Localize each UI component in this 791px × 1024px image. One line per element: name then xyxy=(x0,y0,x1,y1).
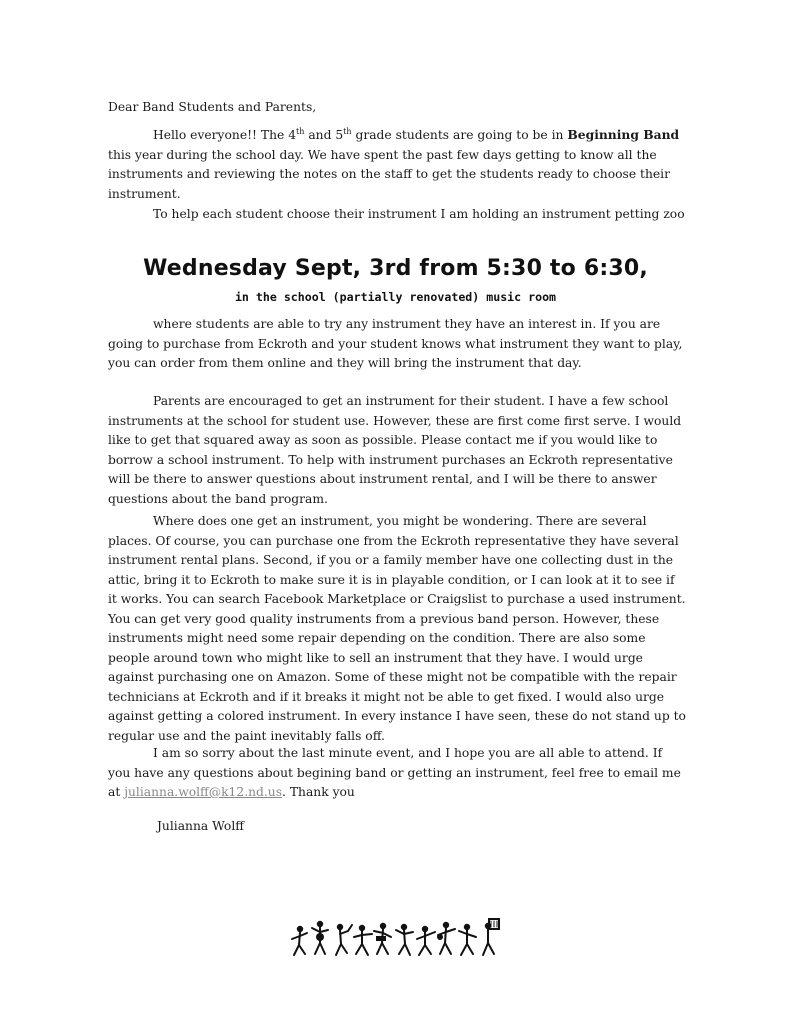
paragraph-intro xyxy=(108,125,686,204)
paragraph-closing xyxy=(108,744,686,803)
intro-sup-1: th xyxy=(296,126,305,136)
closing-text-b: . Thank you xyxy=(282,785,355,799)
paragraph-try-instruments: where students are able to try any instrument they have an interest in. If you are going to purchase from Eckroth and your student knows what instrument they want to play, you can order from them online and they will bring the instrument that day. xyxy=(108,317,683,370)
beginning-band-bold: Beginning Band xyxy=(567,127,680,142)
intro-text-c: grade students are going to be in xyxy=(351,128,568,142)
paragraph-where-to-get: Where does one get an instrument, you might be wondering. There are several places. Of course, you can purchase one from the Eckroth representative they have several instrument rental plans. Second, if you or a family member have one collecting dust in the attic, bring it to Eckroth to make sure it is in playable condition, or I can look at it to see if it works. You can search Facebook Marketplace or Craigslist to purchase a used instrument. You can get very good quality instruments from a previous band person. However, these instruments might need some repair depending on the condition. There are also some people around town who might like to sell an instrument that they have. I would urge against purchasing one on Amazon. Some of these might not be compatible with the repair technicians at Eckroth and if it breaks it might not be able to get fixed. I would also urge against getting a colored instrument. In every instance I have seen, these do not stand up to regular use and the paint inevitably falls off. xyxy=(108,514,686,743)
closing-text-a: I am so sorry about the last minute event, and I hope you are all able to attend. If you have any questions about begining band or getting an instrument, feel free to email me at xyxy=(108,746,681,799)
email-link[interactable]: julianna.wolff@k12.nd.us xyxy=(124,785,283,799)
paragraph-parents: Parents are encouraged to get an instrument for their student. I have a few school instruments at the school for student use. However, these are first come first serve. I would like to get that squared away as soon as possible. Please contact me if you would like to borrow a school instrument. To help with instrument purchases an Eckroth representative will be there to answer questions about instrument rental, and I will be there to answer questions about the band program. xyxy=(108,394,682,506)
event-headline: Wednesday Sept, 3rd from 5:30 to 6:30, xyxy=(143,256,648,281)
signature: Julianna Wolff xyxy=(157,819,245,833)
greeting: Dear Band Students and Parents, xyxy=(108,100,317,114)
paragraph-petting-zoo: To help each student choose their instrument I am holding an instrument petting zoo xyxy=(153,207,685,221)
intro-text-b: and 5 xyxy=(304,128,344,142)
intro-text-a: Hello everyone!! The 4 xyxy=(153,128,297,142)
event-location: in the school (partially renovated) music room xyxy=(234,290,557,304)
marching-band-silhouettes-icon xyxy=(290,915,505,959)
intro-sup-2: th xyxy=(343,126,352,136)
intro-text-d: this year during the school day. We have spent the past few days getting to know all the instruments and reviewing the notes on the staff to get the students ready to choose their instrument. xyxy=(108,147,670,201)
